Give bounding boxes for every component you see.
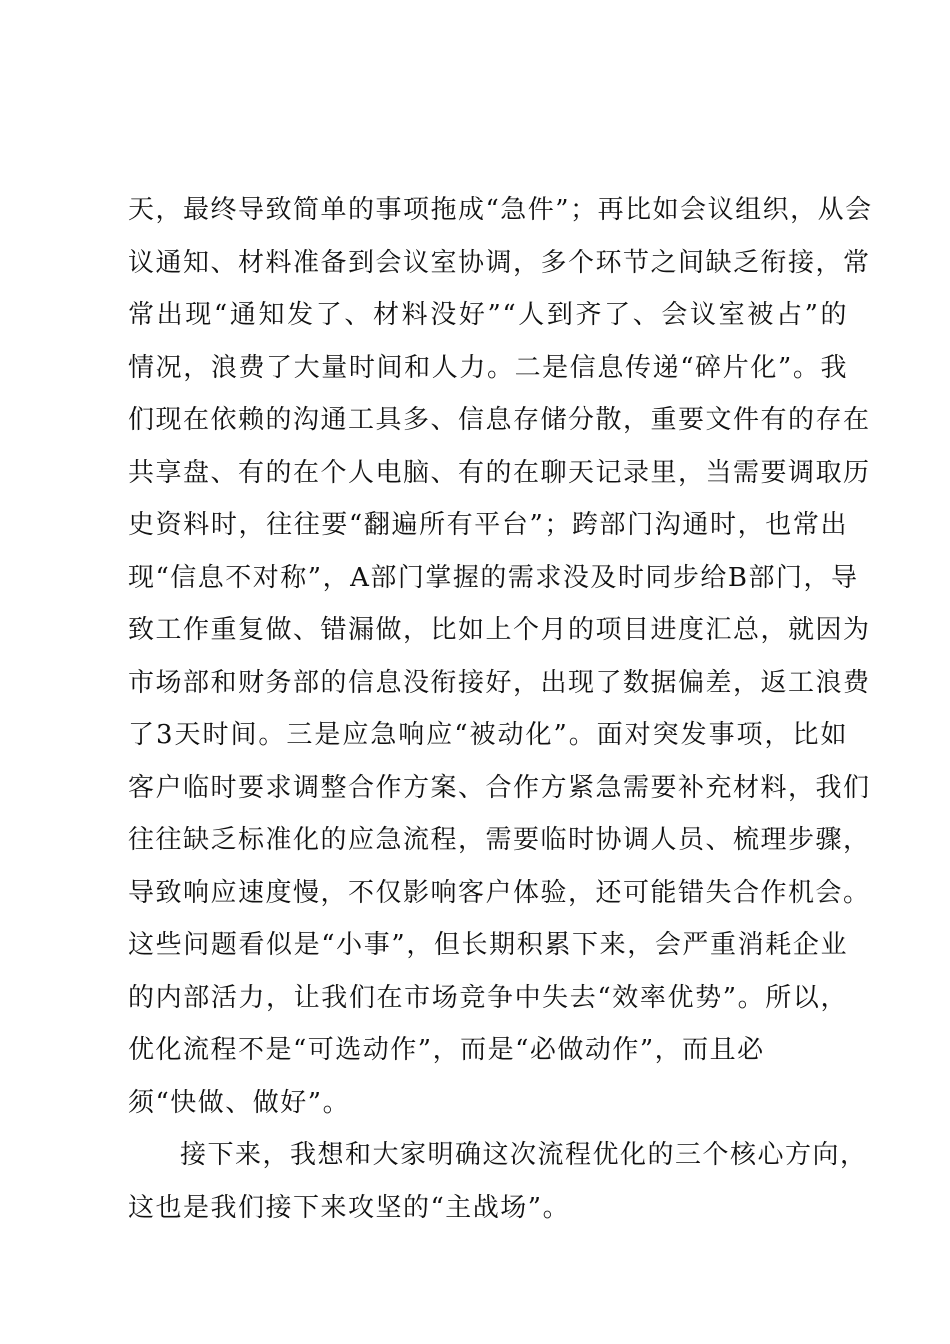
text-line: 史资料时，往往要“翻遍所有平台”；跨部门沟通时，也常出 [128,510,848,540]
text-line: 共享盘、有的在个人电脑、有的在聊天记录里，当需要调取历 [128,457,871,488]
text-line: 致工作重复做、错漏做，比如上个月的项目进度汇总，就因为 [128,615,871,645]
paragraph-2 [128,1129,868,1234]
text-line: 情况，浪费了大量时间和人力。二是信息传递“碎片化”。我 [128,352,848,383]
text-line: 们现在依赖的沟通工具多、信息存储分散，重要文件有的存在 [128,405,871,435]
text-line: 这也是我们接下来攻坚的“主战场”。 [128,1192,571,1223]
text-line: 接下来，我想和大家明确这次流程优化的三个核心方向， [180,1140,868,1170]
text-line: 常出现“通知发了、材料没好”“人到齐了、会议室被占”的 [128,300,848,330]
text-line: 市场部和财务部的信息没衔接好，出现了数据偏差，返工浪费 [128,667,871,698]
text-line: 议通知、材料准备到会议室协调，多个环节之间缺乏衔接，常 [128,247,871,278]
text-line: 的内部活力，让我们在市场竞争中失去“效率优势”。所以， [128,982,848,1013]
text-line: 须“快做、做好”。 [128,1087,351,1118]
text-line: 往往缺乏标准化的应急流程，需要临时协调人员、梳理步骤， [128,825,871,855]
paragraph-1 [128,184,873,1129]
text-line: 客户临时要求调整合作方案、合作方紧急需要补充材料，我们 [128,772,871,803]
text-line: 导致响应速度慢，不仅影响客户体验，还可能错失合作机会。 [128,877,871,908]
text-line: 这些问题看似是“小事”，但长期积累下来，会严重消耗企业 [128,930,848,960]
text-line: 了3天时间。三是应急响应“被动化”。面对突发事项，比如 [128,720,848,750]
text-line: 现“信息不对称”，A部门掌握的需求没及时同步给B部门，导 [128,562,859,593]
text-line: 优化流程不是“可选动作”，而是“必做动作”，而且必 [128,1035,765,1065]
body-text [128,184,873,1234]
text-line: 天，最终导致简单的事项拖成“急件”；再比如会议组织，从会 [128,195,873,225]
